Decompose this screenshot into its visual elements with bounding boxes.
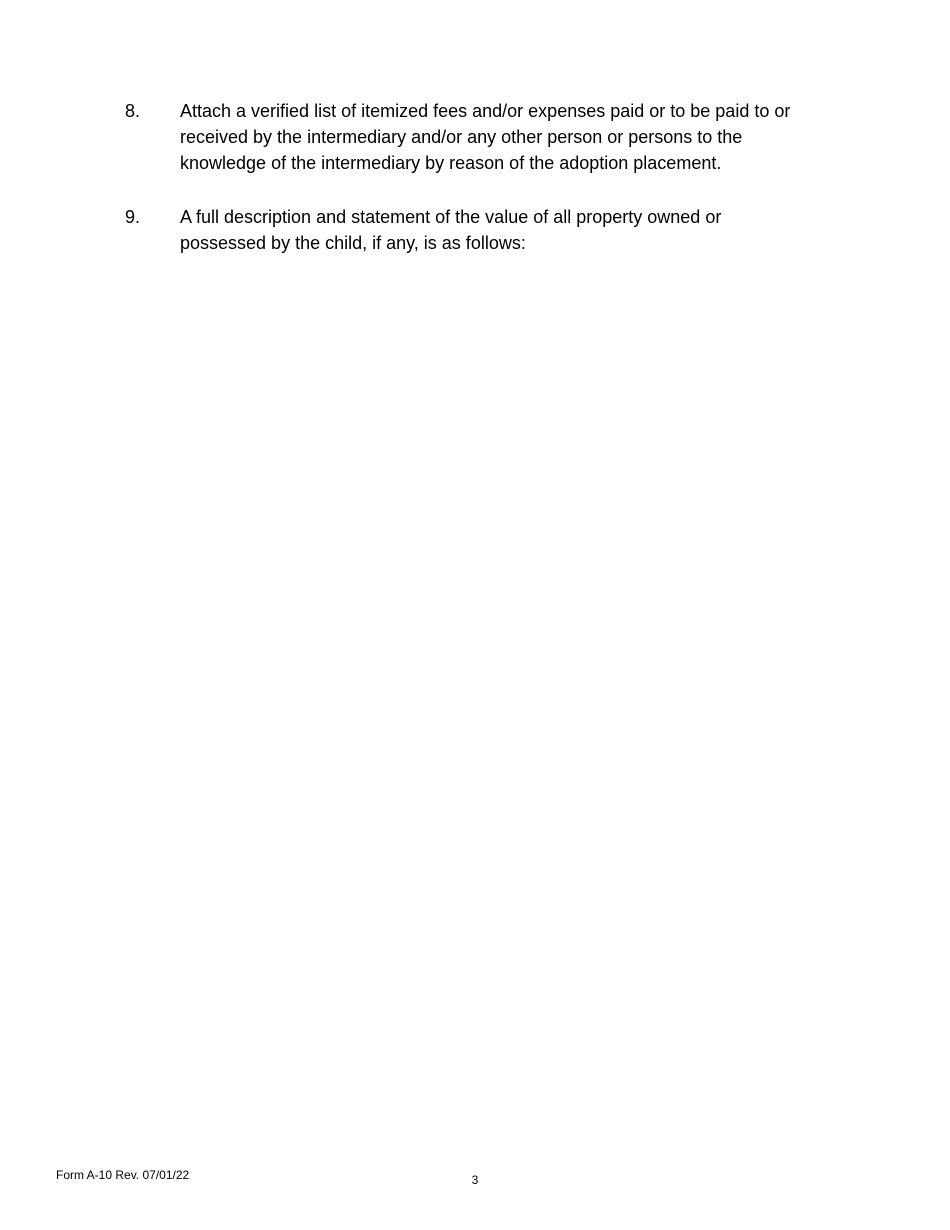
- item-text-line: Attach a verified list of itemized fees and/or expenses paid or to be paid to or: [180, 101, 791, 121]
- item-number: 8.: [125, 101, 141, 121]
- item-text-line: possessed by the child, if any, is as follows:: [180, 233, 526, 253]
- item-text-line: received by the intermediary and/or any other person or persons to the: [180, 127, 743, 147]
- item-text-line: knowledge of the intermediary by reason of the adoption placement.: [180, 153, 722, 173]
- footer-form-id: Form A-10 Rev. 07/01/22: [56, 1168, 190, 1182]
- item-text-line: A full description and statement of the value of all property owned or: [180, 207, 722, 227]
- item-text: [180, 204, 840, 256]
- item-text: [180, 98, 840, 176]
- item-number: 9.: [125, 207, 141, 227]
- footer-page-number: 3: [471, 1173, 479, 1187]
